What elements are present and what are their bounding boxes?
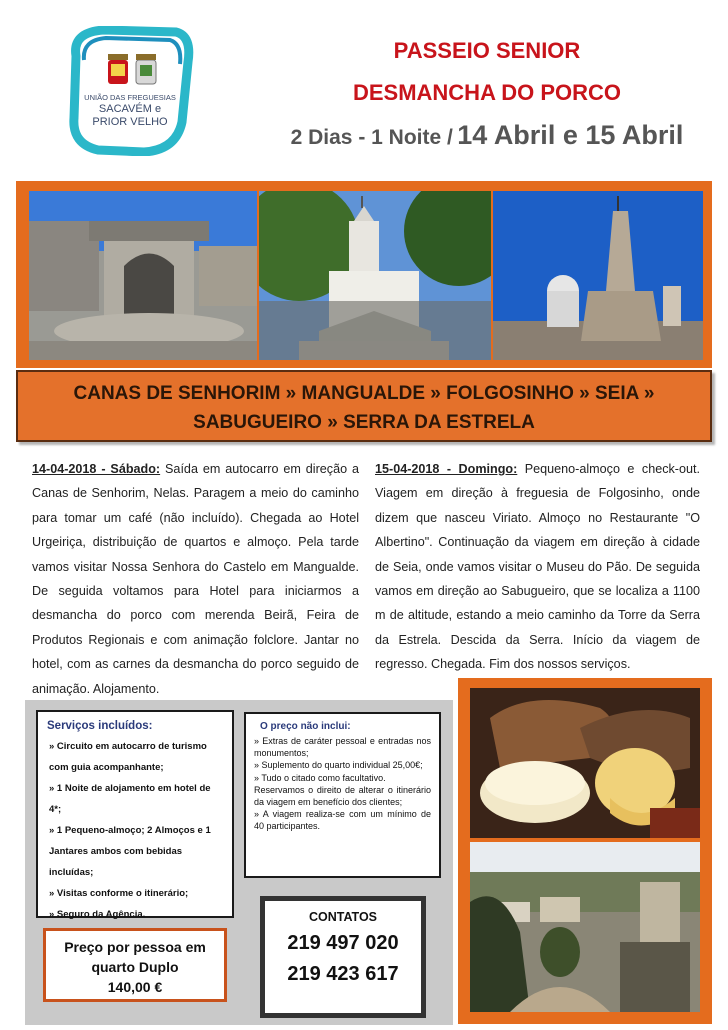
trip-date-range: 14 Abril e 15 Abril xyxy=(457,120,684,150)
list-item: » Circuito em autocarro de turismo com guia acompanhante; xyxy=(49,741,207,773)
list-item: » A viagem realiza-se com um mínimo de 40 participantes. xyxy=(254,809,431,832)
itinerary-day1 xyxy=(32,457,359,701)
logo-line3: PRIOR VELHO xyxy=(92,116,168,128)
price-line2: quarto Duplo xyxy=(91,959,179,975)
page-title: PASSEIO SENIOR xyxy=(393,38,581,63)
list-item: » Suplemento do quarto individual 25,00€; xyxy=(254,760,423,771)
photo-fountain xyxy=(29,191,257,360)
services-list xyxy=(47,736,225,925)
contacts-label: CONTATOS xyxy=(308,910,378,924)
phone-number[interactable]: 219 497 020 xyxy=(287,932,399,954)
not-included-list xyxy=(254,735,431,833)
logo xyxy=(64,26,196,156)
itinerary-day2 xyxy=(375,457,700,677)
not-included-box xyxy=(244,712,441,878)
page-subtitle: DESMANCHA DO PORCO xyxy=(352,80,622,105)
photo-bread-cheese xyxy=(470,688,700,838)
route-line1: CANAS DE SENHORIM » MANGUALDE » FOLGOSINHO » SEIA » xyxy=(73,383,655,404)
trip-duration: 2 Dias - 1 Noite / xyxy=(290,126,453,149)
food-photos xyxy=(458,678,712,1024)
photo-village xyxy=(470,842,700,1012)
services-box xyxy=(36,710,234,918)
trip-dates xyxy=(250,120,724,151)
price-box xyxy=(43,928,227,1002)
price-line1: Preço por pessoa em xyxy=(64,939,206,955)
photo-strip xyxy=(16,181,712,368)
route-banner xyxy=(16,370,712,442)
list-item: » Extras de caráter pessoal e entradas nos monumentos; xyxy=(254,736,431,759)
not-included-title: O preço não inclui: xyxy=(260,721,351,732)
day1-text: Saída em autocarro em direção a Canas de Senhorim, Nelas. Paragem a meio do caminho para tomar um café (não incluído). Chegada ao Hotel Urgeiriça, distribuição de quartos e almoço. Pela tarde vamos visitar Nossa Senhora do Castelo em Mangualde. De seguida voltamos para Hotel para iniciarmos a desmancha do porco com merenda Beirã, Feira de Produtos Regionais e com animação folclore. Jantar no hotel, com as carnes da desmancha do porco seguido de animação. Alojamento. xyxy=(32,462,359,696)
photo-sanctuary xyxy=(259,191,491,360)
list-item: » 1 Pequeno-almoço; 2 Almoços e 1 Jantares ambos com bebidas incluídas; xyxy=(49,825,211,878)
phone-number[interactable]: 219 423 617 xyxy=(287,963,399,985)
services-title: Serviços incluídos: xyxy=(47,720,153,732)
day2-text: Pequeno-almoço e check-out. Viagem em direção à freguesia de Folgosinho, onde dizem que nasceu Viriato. Almoço no Restaurante "O Albertino". Continuação da viagem em direção à cidade de Seia, onde vamos visitar o Museu do Pão. De seguida vamos em direção ao Sabugueiro, que se localiza a 1100 m de altitude, estando a meio caminho da Torre da Serra da Estrela. Descida da Serra. Início da viagem de regresso. Chegada. Fim dos nossos serviços. xyxy=(375,462,700,672)
photo-serra-estrela xyxy=(493,191,703,360)
day2-date: 15-04-2018 - Domingo: xyxy=(375,462,518,476)
logo-line2: SACAVÉM e xyxy=(98,103,162,115)
list-item: » Visitas conforme o itinerário; xyxy=(49,888,189,899)
logo-line1: UNIÃO DAS FREGUESIAS xyxy=(84,93,176,102)
contacts-box xyxy=(260,896,426,1018)
list-item: » 1 Noite de alojamento em hotel de 4*; xyxy=(49,783,211,815)
list-item: Reservamos o direito de alterar o itinerário da viagem em benefício dos clientes; xyxy=(254,784,431,808)
list-item: » Tudo o citado como facultativo. xyxy=(254,772,386,783)
route-line2: SABUGUEIRO » SERRA DA ESTRELA xyxy=(193,412,535,433)
list-item: » Seguro da Agência. xyxy=(49,909,146,920)
day1-date: 14-04-2018 - Sábado: xyxy=(32,462,161,476)
price-value: 140,00 € xyxy=(107,979,163,995)
